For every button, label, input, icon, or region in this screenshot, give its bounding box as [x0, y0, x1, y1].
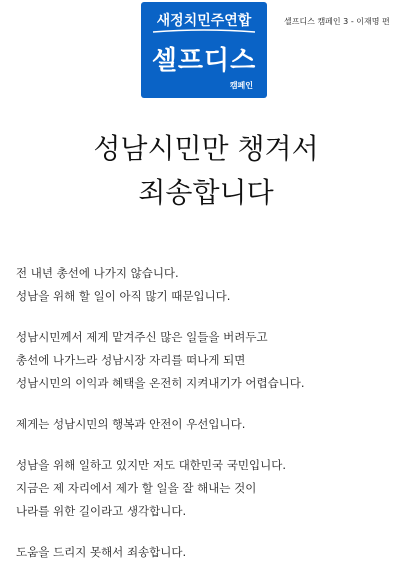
headline-line-2: 죄송합니다 [138, 176, 274, 209]
campaign-logo [141, 2, 267, 98]
text-line: 총선에 나가느라 성남시장 자리를 떠나게 되면 [16, 353, 246, 367]
headline [0, 127, 412, 215]
text-line: 전 내년 총선에 나가지 않습니다. [16, 266, 179, 280]
text-line: 성남시민의 이익과 혜택을 온전히 지켜내기가 어렵습니다. [16, 376, 305, 390]
paragraph [16, 541, 408, 564]
text-line: 나라를 위한 길이라고 생각합니다. [16, 504, 187, 518]
text-line: 도움을 드리지 못해서 죄송합니다. [16, 545, 187, 559]
paragraph [16, 262, 408, 308]
paragraph [16, 454, 408, 523]
logo-subtitle: 캠페인 [229, 81, 253, 90]
text-line: 성남을 위해 할 일이 아직 많기 때문입니다. [16, 289, 231, 303]
campaign-tag: 셀프디스 캠페인 3 - 이재명 편 [284, 17, 390, 26]
statement-body [16, 262, 408, 582]
paragraph [16, 413, 408, 436]
party-name: 새정치민주연합 [156, 13, 252, 29]
text-line: 지금은 제 자리에서 제가 할 일을 잘 해내는 것이 [16, 481, 257, 495]
logo-divider [151, 29, 257, 34]
text-line: 성남을 위해 일하고 있지만 저도 대한민국 국민입니다. [16, 458, 286, 472]
headline-line-1: 성남시민만 챙겨서 [93, 132, 319, 165]
text-line: 성남시민께서 제게 맡겨주신 많은 일들을 버려두고 [16, 330, 268, 344]
text-line: 제게는 성남시민의 행복과 안전이 우선입니다. [16, 417, 246, 431]
paragraph [16, 326, 408, 395]
logo-brand: 셀프디스 [151, 46, 257, 76]
